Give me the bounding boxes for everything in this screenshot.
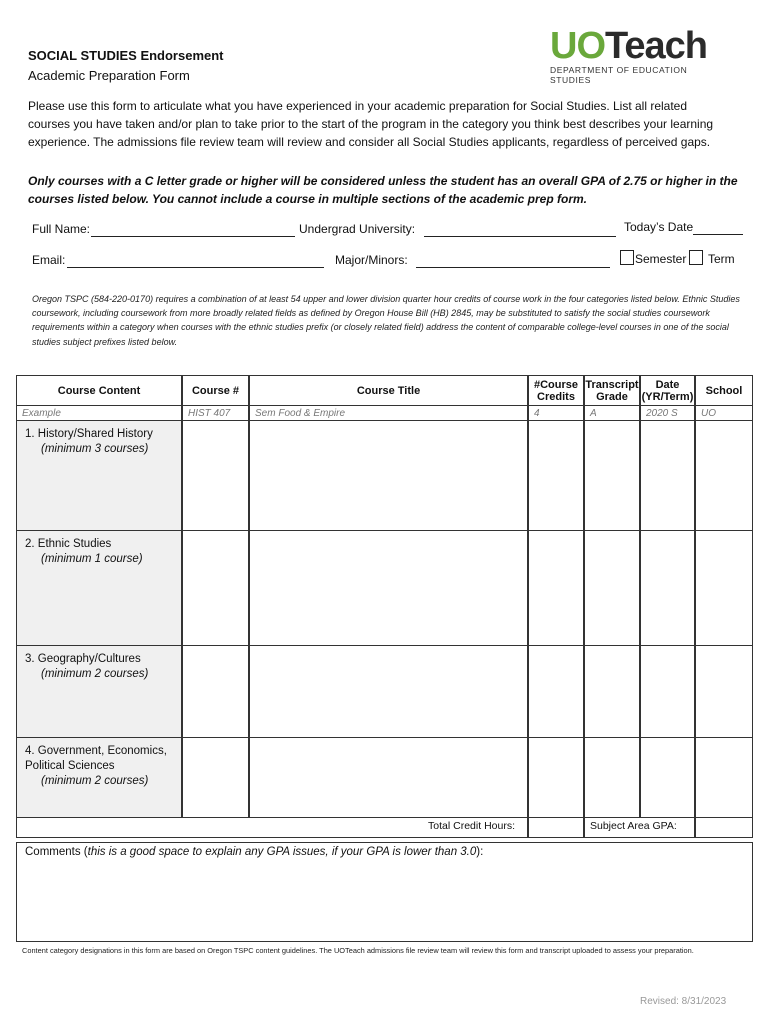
course-title-cell[interactable]: [249, 645, 528, 738]
form-subtitle: Academic Preparation Form: [28, 68, 190, 83]
undergrad-label: Undergrad University:: [299, 222, 416, 236]
category-requirement: (minimum 1 course): [41, 553, 143, 565]
comments-hint: this is a good space to explain any GPA issues, if your GPA is lower than 3.0: [87, 846, 477, 858]
example-school: UO: [695, 405, 753, 421]
todays-date-field[interactable]: [693, 234, 743, 235]
footnote: Content category designations in this form are based on Oregon TSPC content guidelines. The UOTeach admissions file review team will review this form and transcript uploaded to assess your preparation.: [22, 946, 694, 955]
category-government: [16, 737, 182, 818]
example-credits: 4: [528, 405, 584, 421]
comments-label: Comments (: [25, 846, 88, 858]
todays-date-label: Today’s Date: [624, 220, 694, 234]
school-cell[interactable]: [695, 737, 753, 818]
uoteach-logo: [550, 26, 720, 85]
category-geography: [16, 645, 182, 738]
comments-close: ):: [476, 846, 484, 858]
date-cell[interactable]: [640, 530, 695, 646]
semester-label: Semester: [635, 252, 687, 266]
course-credits-cell[interactable]: [528, 420, 584, 531]
major-label: Major/Minors:: [335, 253, 408, 267]
example-content: Example: [16, 405, 182, 421]
category-name: 4. Government, Economics, Political Sciences: [25, 745, 167, 772]
full-name-field[interactable]: [91, 236, 295, 237]
category-history: [16, 420, 182, 531]
example-title: Sem Food & Empire: [249, 405, 528, 421]
email-label: Email:: [32, 253, 66, 267]
total-credit-label: Total Credit Hours:: [16, 817, 528, 838]
category-name: 3. Geography/Cultures: [25, 653, 141, 665]
header-school: School: [695, 375, 753, 406]
course-number-cell[interactable]: [182, 530, 249, 646]
date-cell[interactable]: [640, 737, 695, 818]
logo-teach: Teach: [605, 25, 708, 67]
logo-department: DEPARTMENT OF EDUCATION STUDIES: [550, 65, 688, 85]
tspc-note: Oregon TSPC (584-220-0170) requires a combination of at least 54 upper and lower division quarter hour credits of course work in the four categories listed below. Ethnic Studies coursework, including coursework from more broadly related fields as defined by Oregon House Bill (HB) 2845, may be substituted to satisfy the social studies coursework requirements within a category when courses with the ethnic studies prefix (or closely related field) address the content of comparable college-level courses in one of the social studies subject prefixes listed below.: [32, 294, 740, 347]
transcript-grade-cell[interactable]: [584, 645, 640, 738]
undergrad-field[interactable]: [424, 236, 616, 237]
grade-notice: Only courses with a C letter grade or higher will be considered unless the student has an overall GPA of 2.75 or higher in the courses listed below. You cannot include a course in multiple sections of the academic prep form.: [28, 174, 738, 206]
logo-uo: UO: [550, 25, 605, 67]
major-field[interactable]: [416, 267, 610, 268]
email-field[interactable]: [67, 267, 324, 268]
header-transcript-grade: Transcript Grade: [584, 375, 640, 406]
semester-checkbox[interactable]: [620, 250, 634, 265]
school-cell[interactable]: [695, 420, 753, 531]
transcript-grade-cell[interactable]: [584, 530, 640, 646]
term-checkbox[interactable]: [689, 250, 703, 265]
school-cell[interactable]: [695, 530, 753, 646]
category-requirement: (minimum 2 courses): [41, 668, 149, 680]
category-name: 2. Ethnic Studies: [25, 538, 112, 550]
course-number-cell[interactable]: [182, 737, 249, 818]
category-ethnic-studies: [16, 530, 182, 646]
header-course-content: Course Content: [16, 375, 182, 406]
course-number-cell[interactable]: [182, 420, 249, 531]
subject-gpa-label: Subject Area GPA:: [584, 817, 695, 838]
comments-box[interactable]: [16, 842, 753, 942]
course-title-cell[interactable]: [249, 737, 528, 818]
total-credit-field[interactable]: [528, 817, 584, 838]
form-title: SOCIAL STUDIES Endorsement: [28, 48, 224, 63]
full-name-label: Full Name:: [32, 222, 91, 236]
header-course-credits: #Course Credits: [528, 375, 584, 406]
header-date: Date (YR/Term): [640, 375, 695, 406]
example-date: 2020 S: [640, 405, 695, 421]
example-grade: A: [584, 405, 640, 421]
category-requirement: (minimum 2 courses): [41, 775, 149, 787]
transcript-grade-cell[interactable]: [584, 420, 640, 531]
category-requirement: (minimum 3 courses): [41, 443, 149, 455]
school-cell[interactable]: [695, 645, 753, 738]
header-course-title: Course Title: [249, 375, 528, 406]
category-name: 1. History/Shared History: [25, 428, 153, 440]
transcript-grade-cell[interactable]: [584, 737, 640, 818]
date-cell[interactable]: [640, 420, 695, 531]
example-number: HIST 407: [182, 405, 249, 421]
intro-paragraph: Please use this form to articulate what you have experienced in your academic preparation for Social Studies. List all related courses you have taken and/or plan to take prior to the start of the program in the category you think best describes your learning experience. The admissions file review team will review and consider all Social Studies applicants, regardless of perceived gaps.: [28, 99, 714, 149]
date-cell[interactable]: [640, 645, 695, 738]
revised-date: Revised: 8/31/2023: [640, 996, 727, 1007]
term-label: Term: [708, 252, 735, 266]
header-course-number: Course #: [182, 375, 249, 406]
course-number-cell[interactable]: [182, 645, 249, 738]
course-credits-cell[interactable]: [528, 645, 584, 738]
course-credits-cell[interactable]: [528, 737, 584, 818]
course-title-cell[interactable]: [249, 530, 528, 646]
course-title-cell[interactable]: [249, 420, 528, 531]
subject-gpa-field[interactable]: [695, 817, 753, 838]
course-credits-cell[interactable]: [528, 530, 584, 646]
